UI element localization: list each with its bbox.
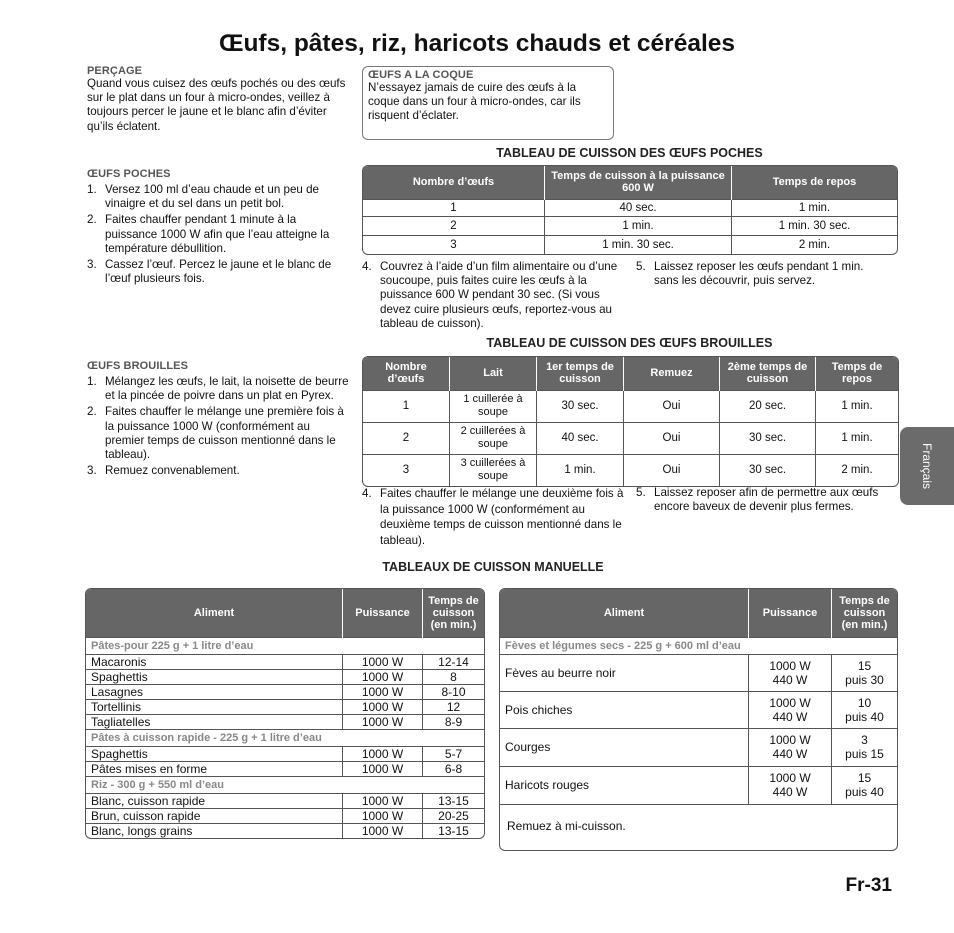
table-row: Blanc, longs grains 1000 W 13-15 xyxy=(86,823,484,838)
language-tab xyxy=(900,427,954,505)
poches-step-1: 1. Versez 100 ml d’eau chaude et un peu de vinaigre et du sel dans un petit bol. xyxy=(87,183,319,211)
col-header: Remuez xyxy=(624,357,720,390)
table-row: Spaghettis 1000 W 5-7 xyxy=(86,746,484,761)
table-row: 2 1 min. 1 min. 30 sec. xyxy=(363,216,897,235)
poches-table-title: TABLEAU DE CUISSON DES ŒUFS POCHES xyxy=(496,146,763,160)
col-header: Temps de cuisson (en min.) xyxy=(832,589,898,637)
poches-section xyxy=(87,168,349,288)
page-title: Œufs, pâtes, riz, haricots chauds et céréales xyxy=(218,30,736,57)
note-row: Remuez à mi-cuisson. xyxy=(500,804,897,848)
table-row: Fèves au beurre noir 1000 W 440 W 15 puis 30 xyxy=(500,654,897,691)
table-row: Spaghettis 1000 W 8 xyxy=(86,669,484,684)
poches-table xyxy=(362,165,898,255)
coque-text: N’essayez jamais de cuire des œufs à la coque dans un four à micro-ondes, car ils risquent d’éclater. xyxy=(368,81,581,123)
brouilles-heading: ŒUFS BROUILLES xyxy=(87,360,189,372)
brouilles-table-title: TABLEAU DE CUISSON DES ŒUFS BROUILLES xyxy=(486,336,773,350)
table-row: Pâtes mises en forme 1000 W 6-8 xyxy=(86,761,484,776)
col-header: Temps de cuisson (en min.) xyxy=(423,589,485,637)
table-row: 1 40 sec. 1 min. xyxy=(363,199,897,216)
col-header: Puissance xyxy=(749,589,832,637)
table-row: 3 1 min. 30 sec. 2 min. xyxy=(363,235,897,254)
brouilles-step-1: 1. Mélangez les œufs, le lait, la noisette de beurre et la pincée de poivre dans un plat en Pyrex. xyxy=(87,375,349,403)
brouilles-table xyxy=(362,356,899,487)
brouilles-steps xyxy=(87,375,349,478)
manual-title: TABLEAUX DE CUISSON MANUELLE xyxy=(382,560,604,574)
brouilles-step-5: 5. Laissez reposer afin de permettre aux œufs encore baveux de devenir plus fermes. xyxy=(636,486,879,514)
language-tab-label: Français xyxy=(920,442,934,490)
manual-table-right xyxy=(499,588,898,851)
section-row: Pâtes à cuisson rapide - 225 g + 1 litre d’eau xyxy=(86,729,484,746)
col-header: Temps de repos xyxy=(816,357,899,390)
section-row: Fèves et légumes secs - 225 g + 600 ml d’eau xyxy=(500,637,897,654)
page-number: Fr-31 xyxy=(845,875,892,896)
col-header: Temps de cuisson à la puissance 600 W xyxy=(545,166,732,199)
poches-step-3: 3. Cassez l’œuf. Percez le jaune et le blanc de l’œuf plusieurs fois. xyxy=(87,258,332,286)
table-row: Macaronis 1000 W 12-14 xyxy=(86,654,484,669)
table-row: Brun, cuisson rapide 1000 W 20-25 xyxy=(86,808,484,823)
section-row: Pâtes-pour 225 g + 1 litre d’eau xyxy=(86,637,484,654)
col-header: 2ème temps de cuisson xyxy=(720,357,816,390)
col-header: Temps de repos xyxy=(732,166,898,199)
poches-step-4: 4. Couvrez à l’aide d’un film alimentaire ou d’une soucoupe, puis faites cuire les œufs à la puissance 600 W pendant 30 sec. (Si vous devez cuire plusieurs œufs, reportez-vous au tableau de cuisson). xyxy=(362,260,618,330)
table-row: Lasagnes 1000 W 8-10 xyxy=(86,684,484,699)
table-row: Blanc, cuisson rapide 1000 W 13-15 xyxy=(86,793,484,808)
poches-step-2: 2. Faites chauffer pendant 1 minute à la puissance 1000 W afin que l’eau atteigne la température débullition. xyxy=(87,213,330,255)
coque-box xyxy=(362,66,614,140)
col-header: Lait xyxy=(450,357,537,390)
col-header: Puissance xyxy=(343,589,423,637)
col-header: Nombre d’œufs xyxy=(363,166,545,199)
coque-heading: ŒUFS A LA COQUE xyxy=(368,69,474,81)
col-header: Aliment xyxy=(86,589,343,637)
table-row: 2 2 cuillerées à soupe 40 sec. Oui 30 sec. 1 min. xyxy=(363,422,898,454)
table-row: Pois chiches 1000 W 440 W 10 puis 40 xyxy=(500,691,897,728)
table-row: 3 3 cuillerées à soupe 1 min. Oui 30 sec. 2 min. xyxy=(363,454,898,486)
brouilles-section xyxy=(87,360,349,480)
poches-steps xyxy=(87,183,349,286)
table-row: 1 1 cuillerée à soupe 30 sec. Oui 20 sec. 1 min. xyxy=(363,390,898,422)
percage-heading: PERÇAGE xyxy=(87,65,143,77)
col-header: Nombre d’œufs xyxy=(363,357,450,390)
table-row: Haricots rouges 1000 W 440 W 15 puis 40 xyxy=(500,766,897,804)
percage-text: Quand vous cuisez des œufs pochés ou des œufs sur le plat dans un four à micro-ondes, veillez à toujours percer le jaune et le blanc afin d’éviter qu’ils éclatent. xyxy=(87,77,346,133)
section-row: Riz - 300 g + 550 ml d’eau xyxy=(86,776,484,793)
col-header: 1er temps de cuisson xyxy=(537,357,624,390)
table-row: Tagliatelles 1000 W 8-9 xyxy=(86,714,484,729)
brouilles-step-4: 4. Faites chauffer le mélange une deuxième fois à la puissance 1000 W (conformément au deuxième temps de cuisson mentionné dans le tableau). xyxy=(362,487,624,547)
poches-heading: ŒUFS POCHES xyxy=(87,168,171,180)
percage-section xyxy=(87,65,349,134)
brouilles-step-3: 3. Remuez convenablement. xyxy=(87,464,240,478)
table-row: Courges 1000 W 440 W 3 puis 15 xyxy=(500,728,897,766)
brouilles-step-2: 2. Faites chauffer le mélange une première fois à la puissance 1000 W (conformément au premier temps de cuisson mentionné dans le tableau). xyxy=(87,405,344,462)
manual-table-left xyxy=(85,588,485,839)
poches-step-5: 5. Laissez reposer les œufs pendant 1 min. sans les découvrir, puis servez. xyxy=(636,260,864,288)
table-row: Tortellinis 1000 W 12 xyxy=(86,699,484,714)
col-header: Aliment xyxy=(500,589,749,637)
